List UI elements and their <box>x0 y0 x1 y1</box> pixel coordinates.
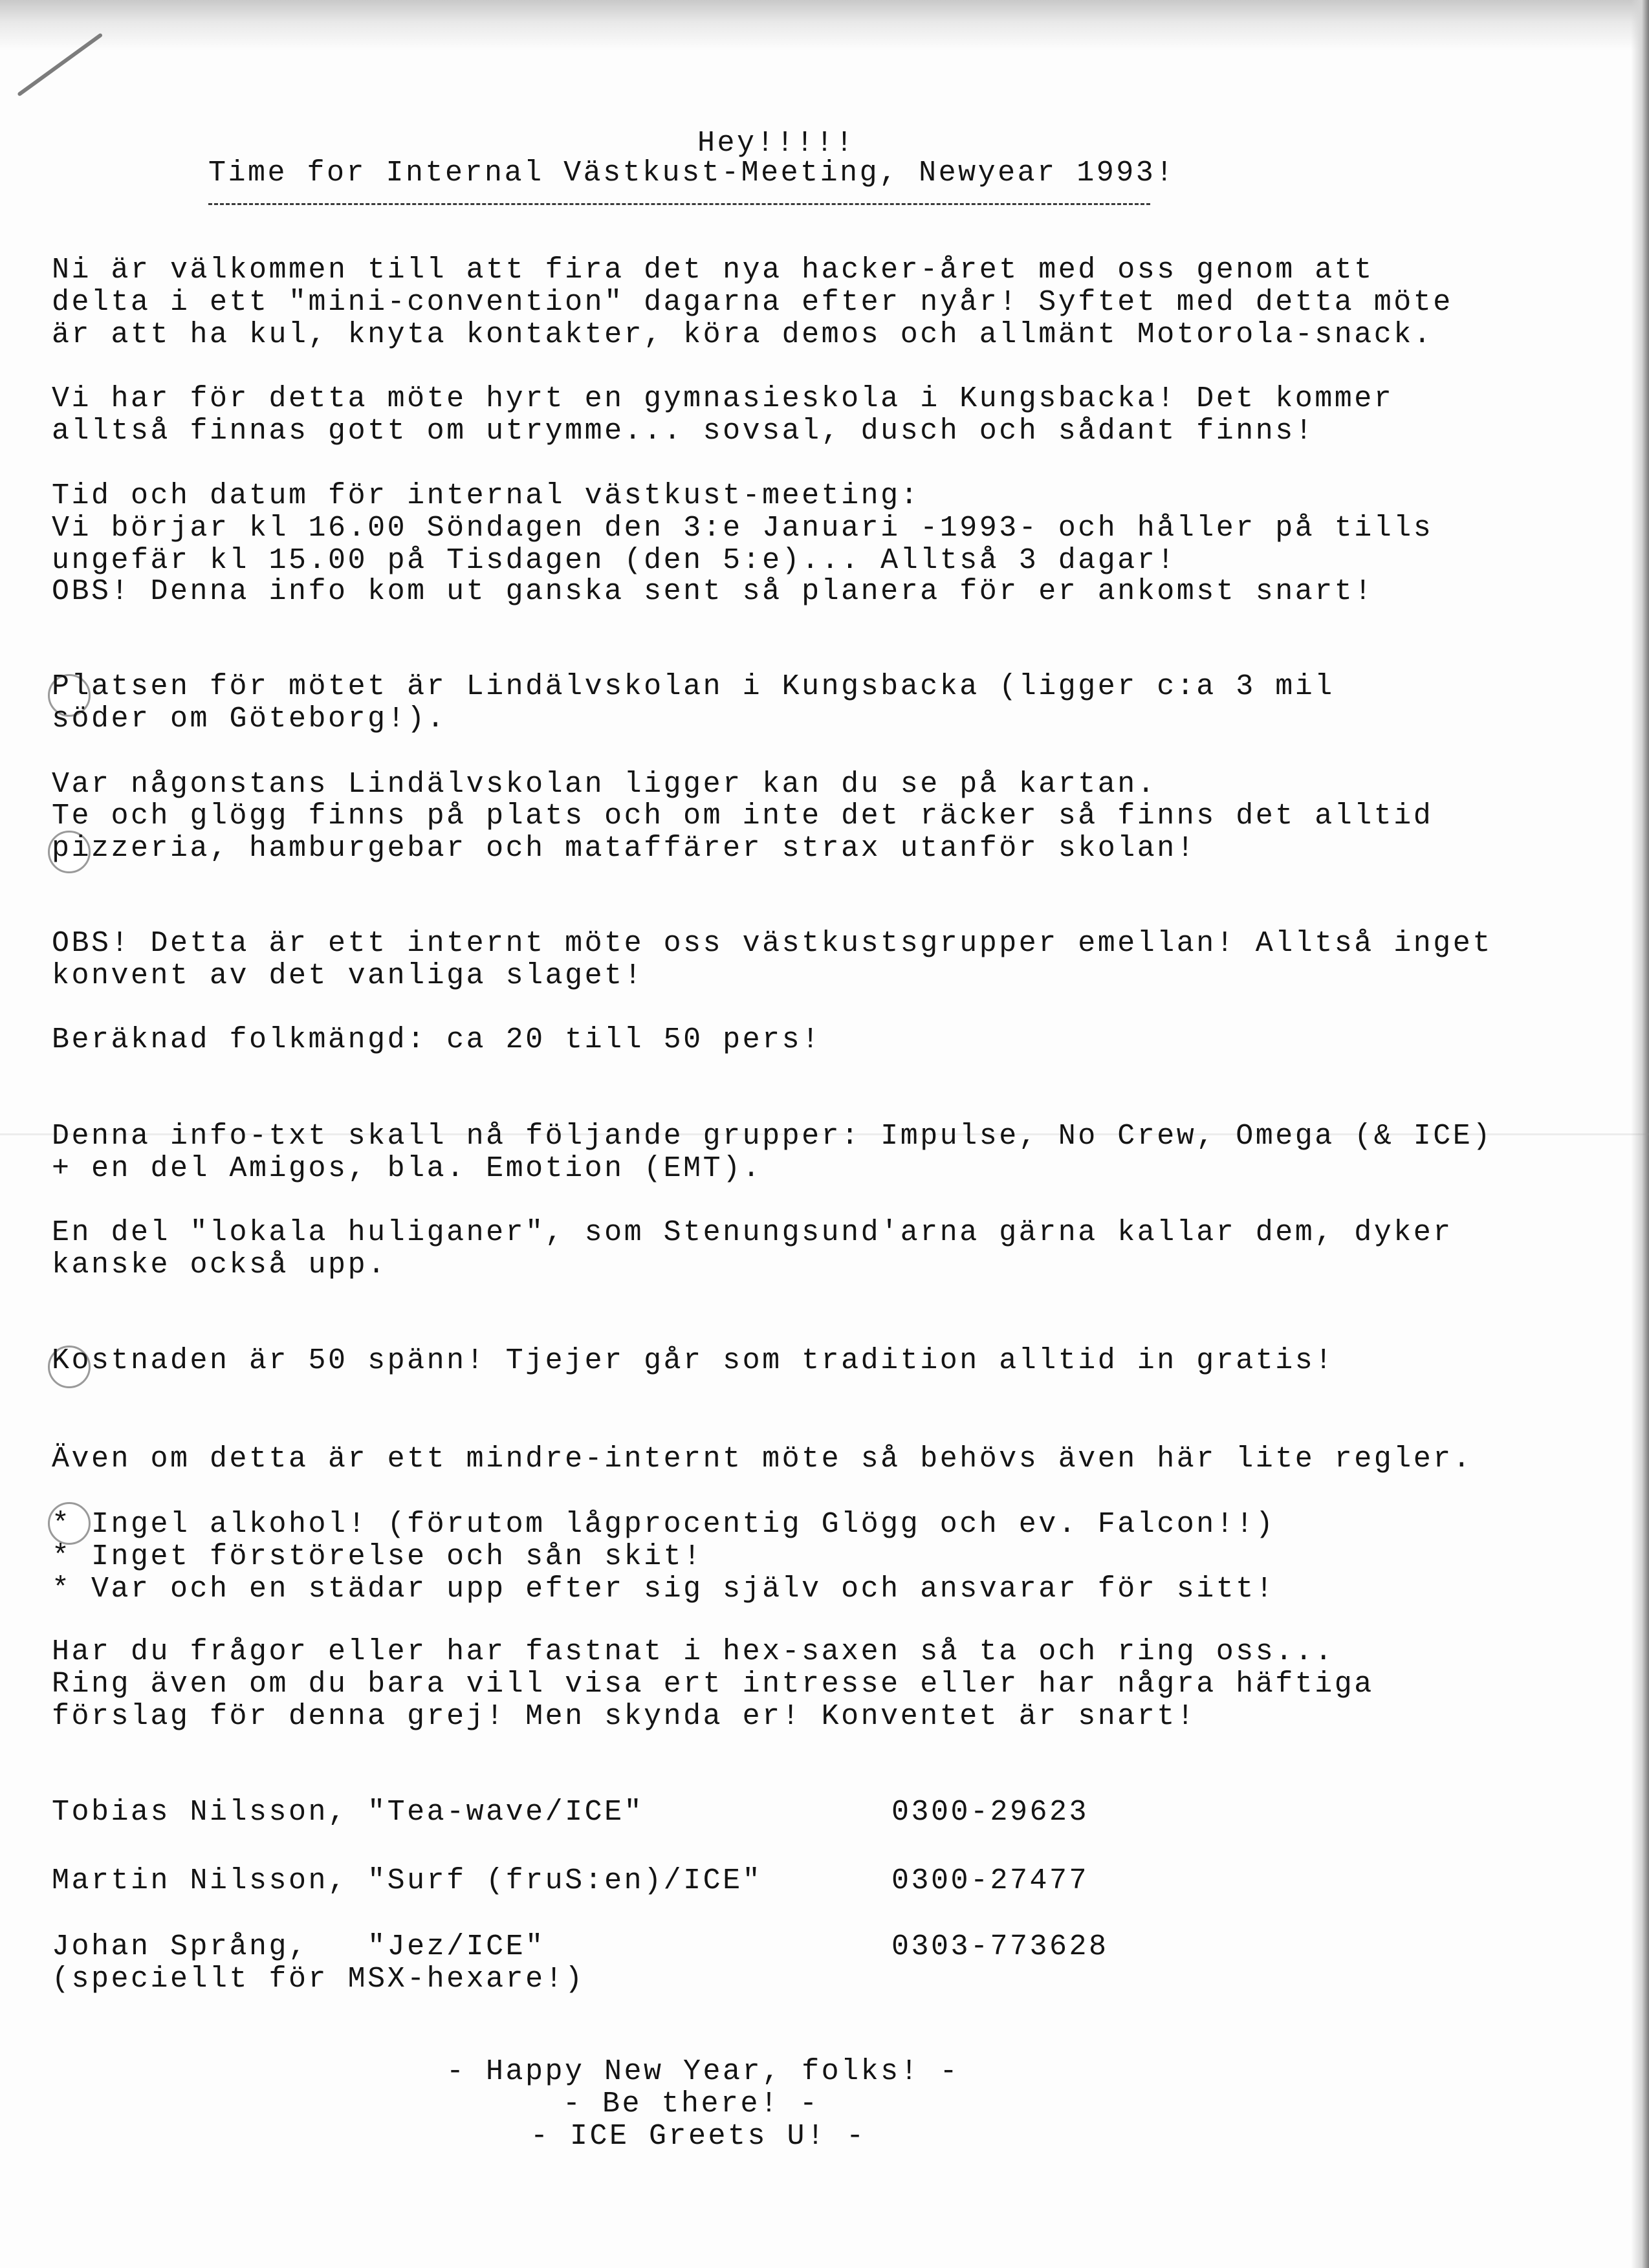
body-line: Tid och datum för internal västkust-meeting: <box>52 479 921 512</box>
page-title: Time for Internal Västkust-Meeting, Newyear 1993! <box>208 157 1175 190</box>
body-line: konvent av det vanliga slaget! <box>52 959 644 992</box>
body-line: Beräknad folkmängd: ca 20 till 50 pers! <box>52 1023 822 1056</box>
body-line: En del "lokala huliganer", som Stenungsund'arna gärna kallar dem, dyker <box>52 1216 1453 1249</box>
body-line: kanske också upp. <box>52 1248 388 1281</box>
contact-note: (speciellt för MSX-hexare!) <box>52 1963 585 1996</box>
body-line: Te och glögg finns på plats och om inte det räcker så finns det alltid <box>52 800 1434 833</box>
body-line: ungefär kl 15.00 på Tisdagen (den 5:e)... Alltså 3 dagar! <box>52 544 1177 577</box>
body-line: Vi har för detta möte hyrt en gymnasieskola i Kungsbacka! Det kommer <box>52 382 1394 415</box>
body-line: Kostnaden är 50 spänn! Tjejer går som tradition alltid in gratis! <box>52 1344 1335 1377</box>
contact-name: Martin Nilsson, "Surf (fruS:en)/ICE" <box>52 1864 763 1897</box>
body-line: OBS! Denna info kom ut ganska sent så planera för er ankomst snart! <box>52 575 1374 608</box>
body-line: OBS! Detta är ett internt möte oss västkustsgrupper emellan! Alltså inget <box>52 927 1492 960</box>
scan-shadow-top <box>0 0 1649 50</box>
body-line: delta i ett "mini-convention" dagarna efter nyår! Syftet med detta möte <box>52 286 1453 319</box>
body-line: Var någonstans Lindälvskolan ligger kan du se på kartan. <box>52 768 1157 801</box>
title-underline <box>208 203 1150 205</box>
body-line: pizzeria, hamburgebar och mataffärer strax utanför skolan! <box>52 832 1197 865</box>
contact-phone: 0300-29623 <box>891 1796 1089 1829</box>
contact-phone: 0303-773628 <box>891 1930 1109 1963</box>
body-line: Har du frågor eller har fastnat i hex-saxen så ta och ring oss... <box>52 1635 1335 1668</box>
rule-item: * Var och en städar upp efter sig själv och ansvarar för sitt! <box>52 1573 1276 1606</box>
footer-line: - ICE Greets U! - <box>530 2120 866 2153</box>
body-line: Vi börjar kl 16.00 Söndagen den 3:e Januari -1993- och håller på tills <box>52 512 1434 545</box>
footer-line: - Happy New Year, folks! - <box>446 2055 960 2088</box>
greeting: Hey!!!!! <box>697 127 856 160</box>
body-line: Ring även om du bara vill visa ert intresse eller har några häftiga <box>52 1668 1374 1701</box>
body-line: Även om detta är ett mindre-internt möte så behövs även här lite regler. <box>52 1443 1473 1476</box>
body-line: förslag för denna grej! Men skynda er! Konventet är snart! <box>52 1700 1197 1733</box>
body-line: är att ha kul, knyta kontakter, köra demos och allmänt Motorola-snack. <box>52 318 1434 351</box>
contact-name: Johan Språng, "Jez/ICE" <box>52 1930 545 1963</box>
contact-name: Tobias Nilsson, "Tea-wave/ICE" <box>52 1796 644 1829</box>
body-line: Platsen för mötet är Lindälvskolan i Kungsbacka (ligger c:a 3 mil <box>52 670 1335 703</box>
contact-phone: 0300-27477 <box>891 1864 1089 1897</box>
footer-line: - Be there! - <box>563 2088 820 2121</box>
rule-item: * Ingel alkohol! (förutom lågprocentig Glögg och ev. Falcon!!) <box>52 1508 1276 1541</box>
body-line: + en del Amigos, bla. Emotion (EMT). <box>52 1152 763 1185</box>
rule-item: * Inget förstörelse och sån skit! <box>52 1540 703 1573</box>
body-line: Ni är välkommen till att fira det nya hacker-året med oss genom att <box>52 254 1374 287</box>
body-line: alltså finnas gott om utrymme... sovsal, dusch och sådant finns! <box>52 415 1315 448</box>
body-line: söder om Göteborg!). <box>52 703 447 736</box>
body-line: Denna info-txt skall nå följande grupper: Impulse, No Crew, Omega (& ICE) <box>52 1120 1492 1153</box>
